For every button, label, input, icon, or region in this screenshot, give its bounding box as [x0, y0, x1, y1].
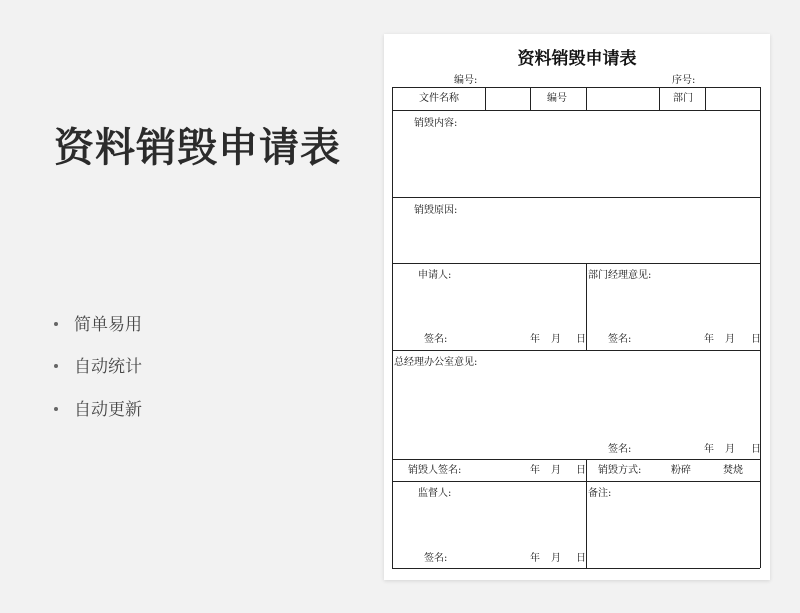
grid-line: [760, 87, 761, 568]
grid-line: [392, 459, 760, 460]
grid-line: [392, 568, 760, 569]
form-title: 资料销毁申请表: [517, 49, 637, 69]
feature-label: 自动统计: [74, 357, 142, 377]
signature-label: 签名:: [608, 334, 632, 345]
serial-label: 序号:: [672, 75, 696, 86]
method-shred: 粉碎: [671, 465, 691, 476]
bullet-icon: [54, 322, 58, 326]
method-burn: 焚烧: [723, 465, 743, 476]
grid-line: [586, 263, 587, 350]
file-number-label: 编号: [547, 93, 567, 104]
number-label: 编号:: [454, 75, 478, 86]
feature-label: 自动更新: [74, 400, 142, 420]
grid-line: [485, 87, 486, 110]
gm-office-label: 总经理办公室意见:: [394, 357, 478, 368]
feature-label: 简单易用: [74, 315, 142, 335]
day-label: 日: [576, 553, 586, 564]
grid-line: [530, 87, 531, 110]
feature-item: [54, 310, 142, 335]
content-label: 销毁内容:: [414, 118, 458, 129]
day-label: 日: [576, 465, 586, 476]
grid-line: [392, 110, 760, 111]
form-sheet: [384, 34, 770, 580]
grid-line: [392, 481, 760, 482]
grid-line: [586, 459, 587, 568]
year-label: 年: [530, 334, 540, 345]
file-name-label: 文件名称: [419, 93, 459, 104]
remarks-label: 备注:: [588, 488, 612, 499]
applicant-label: 申请人:: [418, 270, 452, 281]
month-label: 月: [551, 334, 561, 345]
signature-label: 签名:: [424, 553, 448, 564]
department-label: 部门: [673, 93, 693, 104]
destroyer-sign-label: 销毁人签名:: [408, 465, 462, 476]
month-label: 月: [551, 465, 561, 476]
day-label: 日: [576, 334, 586, 345]
month-label: 月: [725, 444, 735, 455]
signature-label: 签名:: [608, 444, 632, 455]
grid-line: [392, 87, 393, 568]
day-label: 日: [751, 444, 761, 455]
year-label: 年: [530, 553, 540, 564]
feature-item: [54, 395, 142, 420]
supervisor-label: 监督人:: [418, 488, 452, 499]
reason-label: 销毁原因:: [414, 205, 458, 216]
grid-line: [392, 350, 760, 351]
grid-line: [659, 87, 660, 110]
bullet-icon: [54, 364, 58, 368]
month-label: 月: [551, 553, 561, 564]
year-label: 年: [530, 465, 540, 476]
day-label: 日: [751, 334, 761, 345]
grid-line: [586, 87, 587, 110]
method-label: 销毁方式:: [598, 465, 642, 476]
promo-title: 资料销毁申请表: [54, 125, 341, 171]
grid-line: [392, 263, 760, 264]
feature-item: [54, 352, 142, 377]
month-label: 月: [725, 334, 735, 345]
grid-line: [392, 197, 760, 198]
bullet-icon: [54, 407, 58, 411]
dept-manager-label: 部门经理意见:: [588, 270, 652, 281]
signature-label: 签名:: [424, 334, 448, 345]
year-label: 年: [704, 334, 714, 345]
year-label: 年: [704, 444, 714, 455]
grid-line: [705, 87, 706, 110]
